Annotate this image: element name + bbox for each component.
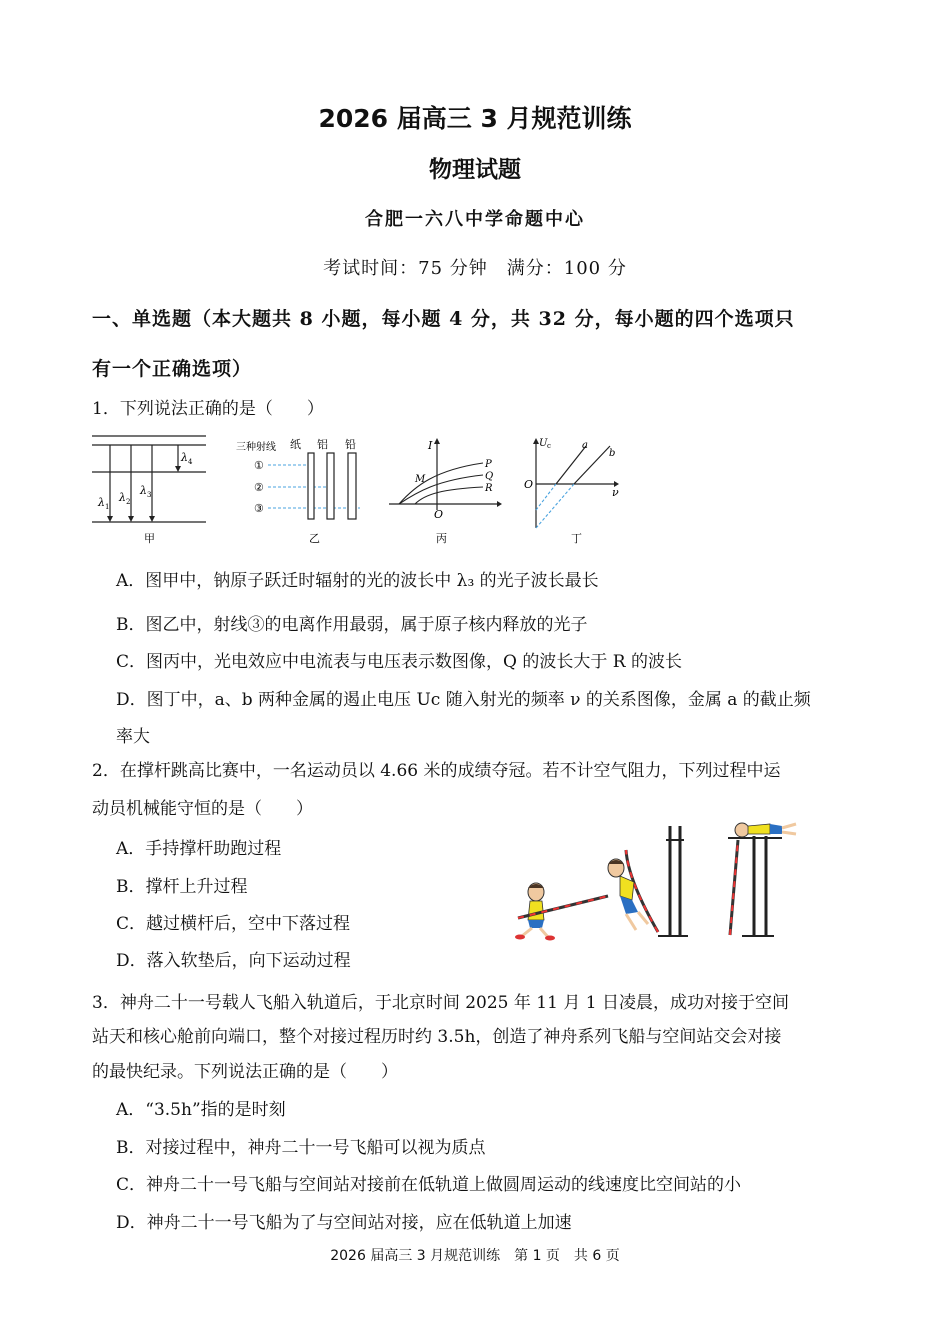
figure-bing-caption: 丙: [436, 532, 447, 545]
ray1-label: ①: [254, 459, 264, 472]
q2-option-a: A．手持撑杆助跑过程: [116, 839, 282, 859]
q2-stem-line1: 2．在撑杆跳高比赛中，一名运动员以 4.66 米的成绩夺冠。若不计空气阻力，下列过程中运: [92, 761, 781, 781]
q1-option-d-line2: 率大: [116, 727, 150, 747]
line-a-label: a: [582, 440, 588, 451]
lambda2-sub: 2: [126, 498, 131, 506]
q3-option-d: D．神舟二十一号飞船为了与空间站对接，应在低轨道上加速: [116, 1213, 572, 1233]
q2-option-b: B．撑杆上升过程: [116, 877, 248, 897]
figure-yi-three-rays: [232, 436, 372, 548]
vaulter-figure: [608, 859, 648, 930]
lambda1-sub: 1: [105, 503, 110, 511]
page-footer: 2026 届高三 3 月规范训练 第 1 页 共 6 页: [330, 1248, 620, 1264]
section-heading-line2: 有一个正确选项）: [92, 358, 253, 380]
curve-r-label: R: [485, 483, 493, 494]
figure-ding-caption: 丁: [571, 532, 582, 545]
ray2-label: ②: [254, 481, 264, 494]
ray3-label: ③: [254, 502, 264, 515]
q3-stem-line1: 3．神舟二十一号载人飞船入轨道后，于北京时间 2025 年 11 月 1 日凌晨，成功对接于空间: [92, 993, 789, 1013]
curve-q-label: Q: [485, 471, 494, 482]
q1-option-a: A．图甲中，钠原子跃迁时辐射的光的波长中 λ₃ 的光子波长最长: [116, 571, 599, 591]
pole-vault-illustration: [498, 820, 803, 942]
rays-label: 三种射线: [236, 442, 276, 453]
q3-option-c: C．神舟二十一号飞船与空间站对接前在低轨道上做圆周运动的线速度比空间站的小: [116, 1175, 742, 1195]
aluminum-label: 铝: [317, 438, 328, 451]
q2-option-d: D．落入软垫后，向下运动过程: [116, 951, 351, 971]
lambda4-label: λ: [181, 451, 188, 464]
paper-label: 纸: [290, 438, 301, 451]
lambda2-label: λ: [119, 491, 126, 504]
vaulter-over-bar-figure: [735, 823, 796, 837]
axis-nu-label: ν: [612, 486, 619, 499]
axis-u-sub: c: [547, 442, 551, 450]
line-b-label: b: [609, 448, 616, 459]
organization: 合肥一六八中学命题中心: [365, 209, 585, 230]
q1-option-d-line1: D．图丁中，a、b 两种金属的遏止电压 Uc 随入射光的频率 ν 的关系图像，金属 a 的截止频: [116, 690, 811, 710]
q1-stem: 1．下列说法正确的是（ ）: [92, 399, 324, 419]
lambda3-label: λ: [140, 484, 147, 497]
origin-label: O: [434, 508, 444, 521]
curve-p-label: P: [485, 459, 492, 470]
exam-info: 考试时间：75 分钟 满分：100 分: [323, 258, 627, 279]
q3-option-b: B．对接过程中，神舟二十一号飞船可以视为质点: [116, 1138, 486, 1158]
figure-jia-caption: 甲: [144, 532, 155, 545]
q1-option-c: C．图丙中，光电效应中电流表与电压表示数图像，Q 的波长大于 R 的波长: [116, 652, 682, 672]
figure-ding-uc-nu: [518, 434, 626, 548]
figure-jia-energy-levels: [86, 428, 216, 548]
q3-stem-line2: 站天和核心舱前向端口，整个对接过程历时约 3.5h，创造了神舟系列飞船与空间站交会对接: [92, 1027, 782, 1047]
page-title: 2026 届高三 3 月规范训练: [318, 104, 632, 133]
figure-yi-caption: 乙: [309, 532, 320, 545]
lambda1-label: λ: [98, 496, 105, 509]
axis-i-label: I: [428, 439, 433, 452]
q2-stem-line2: 动员机械能守恒的是（ ）: [92, 799, 313, 819]
lead-label: 铅: [345, 438, 356, 451]
q2-option-c: C．越过横杆后，空中下落过程: [116, 914, 351, 934]
figure-bing-iv-curves: [385, 436, 503, 548]
lambda3-sub: 3: [147, 491, 152, 499]
q3-stem-line3: 的最快纪录。下列说法正确的是（ ）: [92, 1062, 398, 1082]
q1-option-b: B．图乙中，射线③的电离作用最弱，属于原子核内释放的光子: [116, 615, 588, 635]
section-heading-line1: 一、单选题（本大题共 8 小题，每小题 4 分，共 32 分，每小题的四个选项只: [92, 308, 795, 330]
lambda4-sub: 4: [188, 458, 193, 466]
axis-u-label: U: [539, 438, 548, 449]
q3-option-a: A．“3.5h”指的是时刻: [116, 1100, 286, 1120]
subject-title: 物理试题: [429, 157, 521, 183]
point-m-label: M: [415, 474, 426, 485]
origin-label: O: [524, 478, 534, 491]
